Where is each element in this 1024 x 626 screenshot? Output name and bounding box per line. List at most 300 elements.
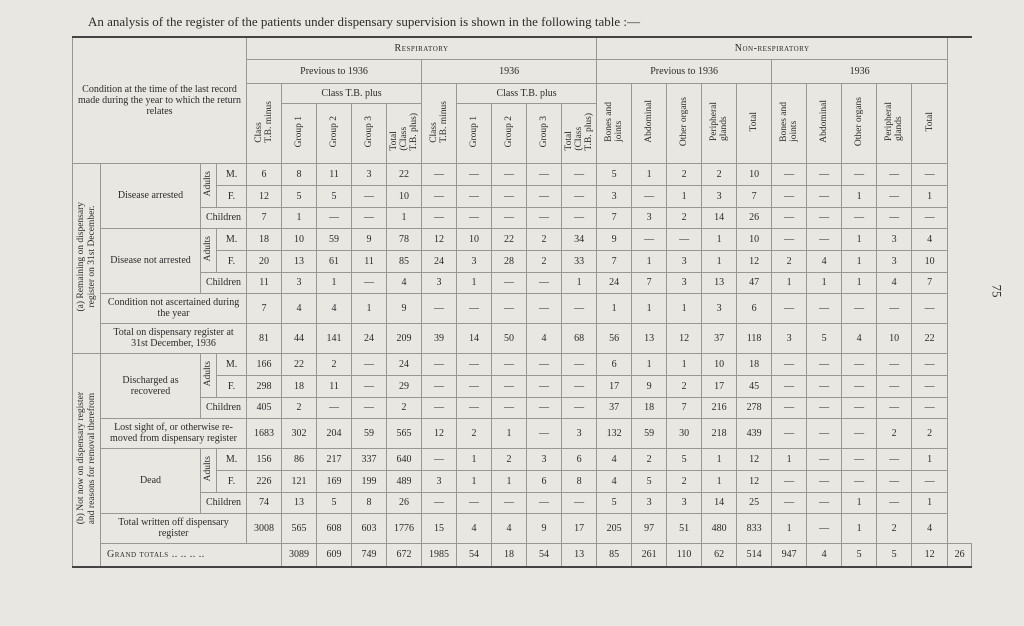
data-cell: 2 — [317, 353, 352, 375]
data-cell: 4 — [597, 470, 632, 492]
data-cell: 4 — [912, 513, 948, 543]
data-cell: — — [772, 375, 807, 397]
data-cell: — — [422, 207, 457, 228]
data-cell: 10 — [387, 185, 422, 207]
data-cell: — — [807, 353, 842, 375]
data-cell: 24 — [422, 250, 457, 272]
data-cell: 7 — [632, 272, 667, 293]
data-cell: 1 — [702, 470, 737, 492]
children-label: Children — [201, 272, 247, 293]
data-cell: 4 — [492, 513, 527, 543]
data-cell: — — [772, 492, 807, 513]
data-cell: 4 — [597, 448, 632, 470]
data-cell: — — [422, 397, 457, 418]
data-cell: — — [527, 185, 562, 207]
disease-not-arrested-label: Disease not arrested — [101, 228, 201, 293]
data-cell: 5 — [842, 543, 877, 567]
data-cell: 609 — [317, 543, 352, 567]
data-cell: — — [492, 353, 527, 375]
col-header: Class T.B. minus — [429, 100, 450, 143]
col-header: Total (Class T.B. plus) — [389, 112, 420, 151]
data-cell: — — [877, 293, 912, 323]
class-plus-header: Class T.B. plus — [457, 83, 597, 103]
sex-label: M. — [217, 163, 247, 185]
data-cell: — — [527, 492, 562, 513]
data-cell: — — [352, 375, 387, 397]
data-cell: 132 — [597, 418, 632, 448]
section-a-label: (a) Remaining on dispensary register on 31st December. — [73, 163, 101, 353]
data-cell: — — [422, 293, 457, 323]
data-cell: 8 — [352, 492, 387, 513]
data-cell: — — [317, 207, 352, 228]
data-cell: — — [912, 207, 948, 228]
data-cell: 11 — [247, 272, 282, 293]
data-cell: 22 — [282, 353, 317, 375]
data-cell: 218 — [702, 418, 737, 448]
data-cell: 947 — [772, 543, 807, 567]
nonresp-previous-header: Previous to 1936 — [597, 59, 772, 83]
data-cell: 14 — [702, 492, 737, 513]
class-plus-header: Class T.B. plus — [282, 83, 422, 103]
data-cell: 480 — [702, 513, 737, 543]
data-cell: 1 — [912, 492, 948, 513]
data-cell: — — [877, 163, 912, 185]
data-cell: 5 — [632, 470, 667, 492]
data-cell: 1 — [632, 250, 667, 272]
data-cell: 15 — [422, 513, 457, 543]
data-cell: — — [457, 492, 492, 513]
data-cell: — — [877, 185, 912, 207]
data-cell: 9 — [527, 513, 562, 543]
non-respiratory-header: Non-respiratory — [597, 37, 948, 59]
data-cell: 1 — [667, 185, 702, 207]
data-cell: 12 — [667, 323, 702, 353]
page-number: 75 — [989, 284, 1005, 298]
col-header: Group 1 — [469, 115, 480, 148]
data-cell: 217 — [317, 448, 352, 470]
respiratory-header: Respiratory — [247, 37, 597, 59]
data-cell: 2 — [667, 375, 702, 397]
data-cell: — — [807, 397, 842, 418]
data-cell: 216 — [702, 397, 737, 418]
data-cell: 3 — [597, 185, 632, 207]
data-cell: — — [457, 207, 492, 228]
data-cell: 12 — [737, 470, 772, 492]
data-cell: 13 — [282, 250, 317, 272]
data-cell: — — [807, 293, 842, 323]
data-cell: 1 — [457, 448, 492, 470]
data-cell: 74 — [247, 492, 282, 513]
data-cell: 121 — [282, 470, 317, 492]
data-cell: 33 — [562, 250, 597, 272]
data-cell: 3 — [282, 272, 317, 293]
data-cell: 25 — [737, 492, 772, 513]
data-cell: — — [527, 418, 562, 448]
data-cell: 39 — [422, 323, 457, 353]
data-cell: 12 — [737, 250, 772, 272]
data-cell: — — [352, 185, 387, 207]
data-cell: 17 — [702, 375, 737, 397]
data-cell: 2 — [667, 207, 702, 228]
data-cell: 3 — [667, 272, 702, 293]
data-cell: — — [422, 163, 457, 185]
data-cell: 1 — [317, 272, 352, 293]
data-cell: 3 — [702, 293, 737, 323]
data-cell: 5 — [807, 323, 842, 353]
data-cell: 1 — [842, 513, 877, 543]
data-cell: — — [422, 185, 457, 207]
data-cell: — — [842, 470, 877, 492]
data-cell: 608 — [317, 513, 352, 543]
col-header: Peripheral glands — [709, 101, 730, 142]
data-cell: 226 — [247, 470, 282, 492]
data-cell: 4 — [807, 543, 842, 567]
adults-label: Adults — [201, 163, 217, 207]
data-cell: 1 — [282, 207, 317, 228]
data-cell: 30 — [667, 418, 702, 448]
col-header: Other organs — [854, 96, 865, 147]
data-cell: 44 — [282, 323, 317, 353]
data-cell: — — [912, 163, 948, 185]
data-cell: 2 — [492, 448, 527, 470]
data-cell: 24 — [387, 353, 422, 375]
col-header: Group 2 — [504, 115, 515, 148]
data-cell: — — [807, 375, 842, 397]
lost-sight-label: Lost sight of, or otherwise re-moved from dispensary register — [101, 418, 247, 448]
data-cell: 1 — [492, 470, 527, 492]
data-cell: 2 — [667, 470, 702, 492]
adults-label: Adults — [201, 353, 217, 397]
data-cell: — — [877, 492, 912, 513]
sex-label: M. — [217, 448, 247, 470]
data-cell: — — [457, 185, 492, 207]
data-cell: — — [772, 418, 807, 448]
data-cell: 1 — [842, 272, 877, 293]
condition-header: Condition at the time of the last record made during the year to which the return relates — [73, 37, 247, 163]
data-cell: 199 — [352, 470, 387, 492]
data-cell: 204 — [317, 418, 352, 448]
data-cell: — — [492, 207, 527, 228]
data-cell: — — [562, 207, 597, 228]
data-cell: 10 — [737, 163, 772, 185]
col-header: Other organs — [679, 96, 690, 147]
data-cell: 4 — [842, 323, 877, 353]
sex-label: F. — [217, 375, 247, 397]
data-cell: 6 — [527, 470, 562, 492]
data-cell: — — [807, 448, 842, 470]
data-cell: 85 — [387, 250, 422, 272]
data-cell: 59 — [317, 228, 352, 250]
data-cell: — — [317, 397, 352, 418]
data-cell: 3 — [632, 492, 667, 513]
data-cell: 28 — [492, 250, 527, 272]
data-cell: — — [562, 375, 597, 397]
data-cell: 11 — [352, 250, 387, 272]
data-cell: 4 — [877, 272, 912, 293]
table-intro: An analysis of the register of the patients under dispensary supervision is shown in the following table :— — [88, 14, 641, 29]
data-cell: — — [877, 353, 912, 375]
data-cell: 5 — [597, 163, 632, 185]
dead-label: Dead — [101, 448, 201, 513]
data-cell: — — [807, 418, 842, 448]
data-cell: 10 — [912, 250, 948, 272]
section-b-label: (b) Not now on dispensary register and reasons for removal therefrom — [73, 353, 101, 567]
data-cell: — — [772, 185, 807, 207]
data-cell: 302 — [282, 418, 317, 448]
data-cell: — — [457, 375, 492, 397]
data-cell: — — [772, 397, 807, 418]
data-cell: — — [877, 448, 912, 470]
data-cell: 1 — [772, 272, 807, 293]
data-cell: 298 — [247, 375, 282, 397]
data-cell: 18 — [632, 397, 667, 418]
data-cell: 4 — [807, 250, 842, 272]
sex-label: M. — [217, 353, 247, 375]
data-cell: 489 — [387, 470, 422, 492]
children-label: Children — [201, 397, 247, 418]
data-cell: 156 — [247, 448, 282, 470]
data-cell: 10 — [457, 228, 492, 250]
data-cell: 5 — [597, 492, 632, 513]
data-cell: — — [842, 207, 877, 228]
data-cell: 85 — [597, 543, 632, 567]
data-cell: — — [352, 207, 387, 228]
data-cell: 5 — [667, 448, 702, 470]
data-cell: — — [807, 207, 842, 228]
data-cell: — — [632, 185, 667, 207]
data-cell: 337 — [352, 448, 387, 470]
data-cell: 169 — [317, 470, 352, 492]
data-cell: 59 — [632, 418, 667, 448]
data-cell: — — [807, 492, 842, 513]
data-cell: 7 — [667, 397, 702, 418]
data-cell: 3008 — [247, 513, 282, 543]
data-cell: 261 — [632, 543, 667, 567]
data-cell: — — [562, 185, 597, 207]
data-cell: 2 — [877, 513, 912, 543]
data-cell: 565 — [387, 418, 422, 448]
data-cell: — — [562, 353, 597, 375]
data-cell: — — [352, 272, 387, 293]
data-cell: — — [352, 353, 387, 375]
data-cell: 26 — [387, 492, 422, 513]
data-cell: 1 — [562, 272, 597, 293]
data-cell: 5 — [877, 543, 912, 567]
data-cell: — — [772, 470, 807, 492]
data-cell: 51 — [667, 513, 702, 543]
data-cell: 2 — [527, 228, 562, 250]
data-cell: 2 — [702, 163, 737, 185]
data-cell: — — [527, 293, 562, 323]
data-cell: 22 — [492, 228, 527, 250]
data-cell: 6 — [562, 448, 597, 470]
data-cell: 4 — [387, 272, 422, 293]
data-cell: 3 — [422, 470, 457, 492]
data-cell: — — [807, 185, 842, 207]
data-cell: 18 — [492, 543, 527, 567]
data-cell: 3 — [877, 228, 912, 250]
grand-totals-label: Grand totals .. .. .. .. — [101, 543, 282, 567]
data-cell: 7 — [247, 293, 282, 323]
data-cell: 5 — [317, 492, 352, 513]
data-cell: 12 — [737, 448, 772, 470]
data-cell: — — [422, 375, 457, 397]
data-cell: — — [772, 207, 807, 228]
data-cell: — — [912, 397, 948, 418]
data-cell: 514 — [737, 543, 772, 567]
data-cell: 1 — [632, 353, 667, 375]
data-cell: — — [912, 470, 948, 492]
data-cell: 2 — [877, 418, 912, 448]
data-cell: — — [457, 353, 492, 375]
data-cell: 3 — [772, 323, 807, 353]
data-cell: 81 — [247, 323, 282, 353]
col-header: Peripheral glands — [884, 101, 905, 142]
data-cell: 5 — [317, 185, 352, 207]
data-cell: — — [632, 228, 667, 250]
data-cell: 78 — [387, 228, 422, 250]
data-cell: 603 — [352, 513, 387, 543]
total-on-register-label: Total on dispensary register at 31st December, 1936 — [101, 323, 247, 353]
data-cell: — — [842, 353, 877, 375]
data-cell: 11 — [317, 375, 352, 397]
data-cell: 1 — [772, 513, 807, 543]
data-cell: 1 — [667, 353, 702, 375]
data-cell: 54 — [527, 543, 562, 567]
data-cell: — — [527, 272, 562, 293]
children-label: Children — [201, 492, 247, 513]
disease-arrested-label: Disease arrested — [101, 163, 201, 228]
col-header: Total (Class T.B. plus) — [564, 112, 595, 151]
data-cell: 22 — [912, 323, 948, 353]
data-cell: 22 — [387, 163, 422, 185]
data-cell: 47 — [737, 272, 772, 293]
data-cell: 54 — [457, 543, 492, 567]
data-cell: 2 — [527, 250, 562, 272]
data-cell: 29 — [387, 375, 422, 397]
data-cell: 1 — [807, 272, 842, 293]
data-cell: 26 — [737, 207, 772, 228]
data-cell: 20 — [247, 250, 282, 272]
data-cell: — — [492, 163, 527, 185]
data-cell: 3 — [457, 250, 492, 272]
data-cell: — — [667, 228, 702, 250]
data-cell: 166 — [247, 353, 282, 375]
data-cell: 2 — [457, 418, 492, 448]
data-cell: 7 — [597, 207, 632, 228]
data-cell: 278 — [737, 397, 772, 418]
data-cell: — — [562, 397, 597, 418]
data-cell: — — [562, 163, 597, 185]
data-cell: 3 — [422, 272, 457, 293]
data-cell: 18 — [737, 353, 772, 375]
data-cell: 9 — [597, 228, 632, 250]
data-cell: 10 — [877, 323, 912, 353]
data-cell: — — [842, 375, 877, 397]
data-cell: 12 — [422, 418, 457, 448]
data-cell: — — [772, 228, 807, 250]
data-cell: — — [807, 228, 842, 250]
data-cell: — — [807, 513, 842, 543]
data-cell: — — [492, 397, 527, 418]
data-cell: — — [877, 375, 912, 397]
data-cell: 1 — [457, 470, 492, 492]
data-cell: 24 — [352, 323, 387, 353]
data-cell: 37 — [702, 323, 737, 353]
data-cell: 13 — [562, 543, 597, 567]
dispensary-register-table — [72, 36, 972, 568]
data-cell: 4 — [282, 293, 317, 323]
data-cell: 9 — [387, 293, 422, 323]
data-cell: 3 — [702, 185, 737, 207]
data-cell: 34 — [562, 228, 597, 250]
data-cell: 14 — [457, 323, 492, 353]
sex-label: F. — [217, 470, 247, 492]
data-cell: 7 — [737, 185, 772, 207]
data-cell: 3 — [877, 250, 912, 272]
data-cell: 61 — [317, 250, 352, 272]
col-header: Abdominal — [644, 100, 655, 143]
data-cell: 24 — [597, 272, 632, 293]
data-cell: 141 — [317, 323, 352, 353]
data-cell: 3 — [667, 250, 702, 272]
data-cell: — — [492, 185, 527, 207]
data-cell: 1 — [352, 293, 387, 323]
data-cell: — — [527, 353, 562, 375]
data-cell: 1 — [492, 418, 527, 448]
data-cell: — — [772, 353, 807, 375]
data-cell: 13 — [282, 492, 317, 513]
data-cell: 1 — [702, 448, 737, 470]
data-cell: 1 — [457, 272, 492, 293]
data-cell: 10 — [282, 228, 317, 250]
nonresp-1936-header: 1936 — [772, 59, 948, 83]
data-cell: 97 — [632, 513, 667, 543]
col-header: Class T.B. minus — [254, 100, 275, 143]
data-cell: 3 — [667, 492, 702, 513]
col-header: Group 2 — [329, 115, 340, 148]
data-cell: — — [877, 470, 912, 492]
data-cell: — — [527, 397, 562, 418]
data-cell: — — [807, 470, 842, 492]
data-cell: 2 — [912, 418, 948, 448]
data-cell: 405 — [247, 397, 282, 418]
data-cell: — — [457, 163, 492, 185]
data-cell: 17 — [562, 513, 597, 543]
data-cell: 1 — [842, 250, 877, 272]
data-cell: — — [457, 293, 492, 323]
data-cell: 1 — [772, 448, 807, 470]
data-cell: 18 — [282, 375, 317, 397]
data-cell: 565 — [282, 513, 317, 543]
data-cell: 1 — [667, 293, 702, 323]
data-cell: 26 — [948, 543, 972, 567]
data-cell: 12 — [247, 185, 282, 207]
data-cell: — — [842, 448, 877, 470]
data-cell: 1 — [702, 250, 737, 272]
col-header: Bones and joints — [779, 101, 800, 142]
data-cell: — — [422, 448, 457, 470]
data-cell: 3089 — [282, 543, 317, 567]
data-cell: — — [562, 293, 597, 323]
data-cell: 3 — [632, 207, 667, 228]
adults-label: Adults — [201, 448, 217, 492]
data-cell: 7 — [912, 272, 948, 293]
data-cell: — — [562, 492, 597, 513]
data-cell: 1 — [632, 163, 667, 185]
sex-label: F. — [217, 185, 247, 207]
data-cell: — — [527, 163, 562, 185]
